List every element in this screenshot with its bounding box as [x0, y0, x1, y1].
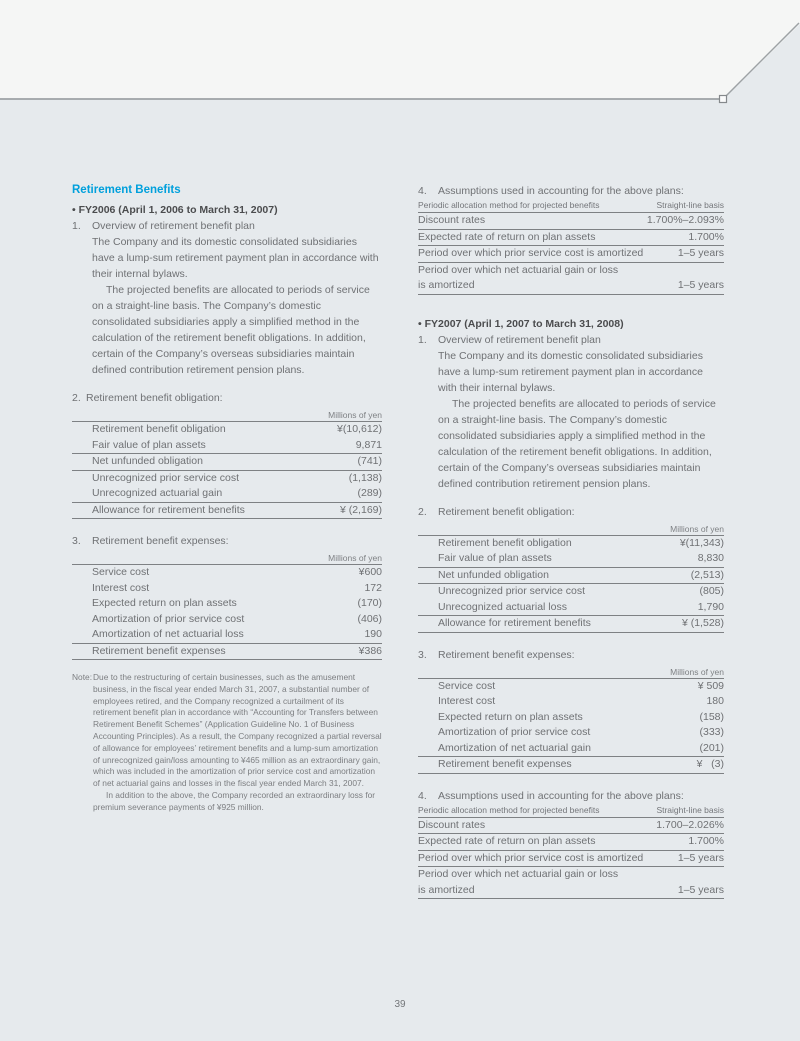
table-row: Net unfunded obligation (741) — [72, 454, 382, 471]
item-number: 2. — [72, 392, 81, 404]
paragraph: The projected benefits are allocated to periods of service on a straight-line basis. The Company’s domestic consolidated subsidiaries apply a simplified method in the calculation of the retirement benefit obligations. In addition, certain of the Company’s overseas subsidiaries maintain defined contribution retirement pension plans. — [438, 397, 716, 490]
expenses-section — [72, 533, 382, 660]
table-row: Period over which net actuarial gain or loss is amortized 1–5 years — [418, 263, 724, 295]
table-row: Amortization of net actuarial loss 190 — [72, 627, 382, 644]
table-row: Retirement benefit obligation ¥(10,612) — [72, 421, 382, 438]
item-number: 3. — [72, 535, 81, 547]
table-heading: 2. Retirement benefit obligation: — [72, 392, 223, 404]
fy2006-heading: • FY2006 (April 1, 2006 to March 31, 2007) — [72, 204, 278, 216]
fy2007-heading: • FY2007 (April 1, 2007 to March 31, 2008) — [418, 317, 624, 330]
table-row: Amortization of prior service cost (333) — [438, 726, 724, 738]
note-text — [93, 672, 382, 814]
item-number: 1. — [418, 333, 427, 346]
table-header-row: Periodic allocation method for projected benefits Straight-line basis — [418, 804, 724, 815]
table-row: Unrecognized actuarial loss 1,790 — [418, 600, 724, 617]
footnote — [72, 672, 382, 814]
table-heading: 4. Assumptions used in accounting for the above plans: — [418, 185, 684, 197]
table-row: Unrecognized prior service cost (805) — [438, 585, 724, 597]
overview-text — [418, 348, 724, 492]
paragraph: The Company and its domestic consolidated subsidiaries have a lump-sum retirement payment plan in accordance with their internal bylaws. — [92, 236, 379, 280]
left-column — [72, 183, 382, 814]
right-column — [418, 183, 724, 899]
item-number: 2. — [418, 505, 427, 518]
paragraph: The Company and its domestic consolidated subsidiaries have a lump-sum retirement payment plan in accordance with their internal bylaws. — [438, 349, 703, 394]
expenses-table — [418, 678, 724, 774]
table-heading: 2. Retirement benefit obligation: — [418, 505, 575, 518]
fy2006-assumptions-section — [418, 183, 724, 295]
top-corner-decoration — [0, 0, 800, 104]
table-row: Amortization of prior service cost (406) — [92, 612, 382, 625]
expenses-section — [418, 647, 724, 774]
table-row: Net unfunded obligation (2,513) — [418, 568, 724, 585]
table-heading: 3. Retirement benefit expenses: — [72, 535, 229, 547]
obligation-table — [72, 421, 382, 519]
table-row: Retirement benefit obligation ¥(11,343) — [418, 535, 724, 552]
table-row: Unrecognized actuarial gain (289) — [72, 486, 382, 503]
table-header-row: Periodic allocation method for projected benefits Straight-line basis — [418, 200, 724, 210]
overview-text — [72, 234, 382, 378]
table-row: Fair value of plan assets 9,871 — [72, 438, 382, 455]
table-row: Interest cost 180 — [438, 695, 724, 707]
table-row: Service cost ¥600 — [72, 564, 382, 581]
table-row: Fair value of plan assets 8,830 — [418, 551, 724, 568]
fy2007-block — [418, 316, 724, 900]
obligation-section — [418, 504, 724, 633]
table-row: Discount rates 1.700%–2.093% — [418, 212, 724, 230]
table-row: Period over which prior service cost is amortized 1–5 years — [418, 246, 724, 263]
unit-label: Millions of yen — [670, 666, 724, 677]
table-row: Retirement benefit expenses ¥386 — [72, 644, 382, 661]
table-row: Period over which prior service cost is amortized 1–5 years — [418, 851, 724, 868]
table-row: Amortization of net actuarial gain (201) — [418, 741, 724, 758]
table-row: Expected return on plan assets (170) — [92, 597, 382, 609]
fy2007-assumptions-section — [418, 788, 724, 900]
section-title: Retirement Benefits — [72, 184, 181, 196]
unit-label: Millions of yen — [328, 410, 382, 420]
assumptions-table — [418, 804, 724, 900]
paragraph: Due to the restructuring of certain businesses, such as the amusement business, in the fiscal year ended March 31, 2007, a substantial number of employees retired, and the Company recognized a curtailment of its retirement benefit plan in accordance with “Accounting for Transfers between Retirement Benefit Schemes” (Application Guideline No. 1 of Business Accounting Principles). As a result, the Company recognized a partial reversal of allowance for employees’ retirement benefits and a lump-sum amortization of unrecognized gain/loss amounting to ¥465 million as an extraordinary gain, which was included in the amortization of prior service cost and amortization of net actuarial gains and losses in the fiscal year ended March 31, 2007. — [93, 672, 382, 789]
obligation-section — [72, 390, 382, 519]
unit-label: Millions of yen — [328, 553, 382, 563]
table-heading: 3. Retirement benefit expenses: — [418, 648, 575, 661]
table-row: Retirement benefit expenses ¥ (3) — [418, 757, 724, 774]
item-number: 4. — [418, 185, 427, 197]
paragraph: The projected benefits are allocated to periods of service on a straight-line basis. The Company’s domestic consolidated subsidiaries apply a simplified method in the calculation of the retirement benefit obligations. In addition, certain of the Company’s overseas subsidiaries maintain defined contribution retirement pension plans. — [92, 284, 370, 376]
note-label: Note: — [72, 672, 93, 682]
overview-heading: 1. Overview of retirement benefit plan — [418, 333, 601, 346]
table-row: Expected return on plan assets (158) — [438, 710, 724, 723]
assumptions-table — [418, 199, 724, 295]
table-row: Expected rate of return on plan assets 1.700% — [418, 230, 724, 247]
item-number: 1. — [72, 220, 81, 232]
expenses-table — [72, 564, 382, 660]
table-row: Unrecognized prior service cost (1,138) — [92, 471, 382, 484]
table-row: Expected rate of return on plan assets 1.700% — [418, 834, 724, 851]
table-heading: 4. Assumptions used in accounting for the above plans: — [418, 789, 684, 802]
table-row: Service cost ¥ 509 — [418, 678, 724, 695]
table-row: Interest cost 172 — [92, 581, 382, 594]
item-number: 3. — [418, 648, 427, 661]
table-row: Period over which net actuarial gain or loss is amortized 1–5 years — [418, 867, 724, 899]
table-row: Allowance for retirement benefits ¥ (1,528) — [418, 616, 724, 633]
obligation-table — [418, 535, 724, 633]
page-number: 39 — [394, 999, 406, 1010]
item-number: 4. — [418, 789, 427, 802]
table-row: Discount rates 1.700–2.026% — [418, 817, 724, 835]
unit-label: Millions of yen — [670, 523, 724, 534]
table-row: Allowance for retirement benefits ¥ (2,169) — [72, 503, 382, 520]
overview-heading: 1. Overview of retirement benefit plan — [72, 220, 255, 232]
paragraph: In addition to the above, the Company recorded an extraordinary loss for premium severance payments of ¥925 million. — [93, 789, 376, 812]
